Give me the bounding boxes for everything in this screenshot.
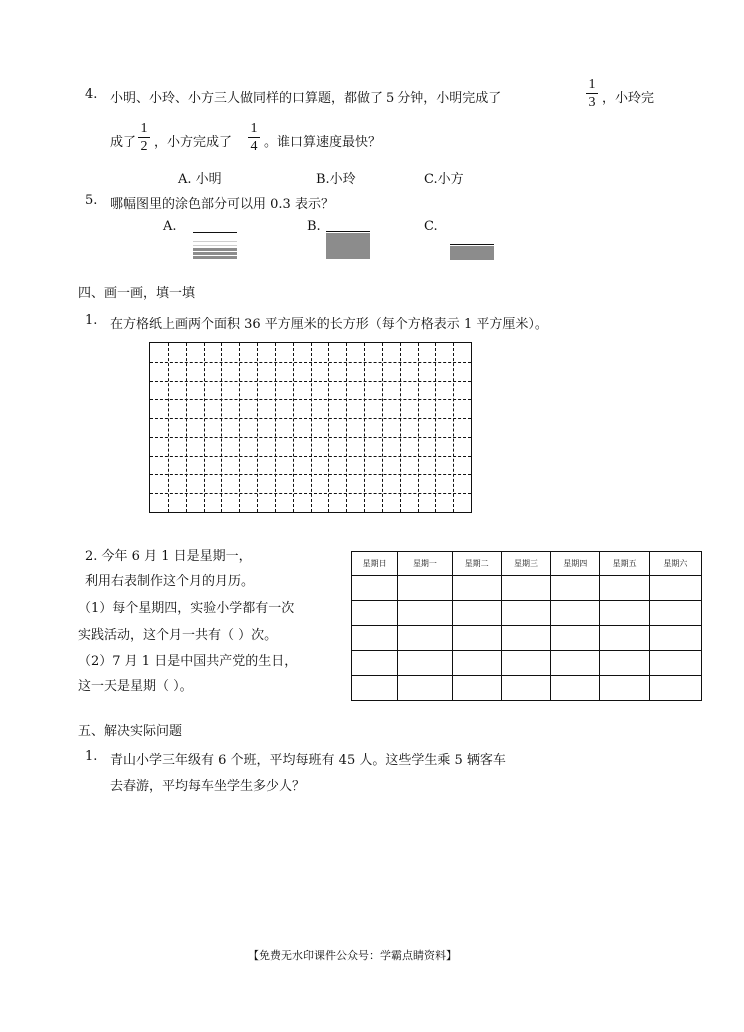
grid-vertical-line [257,343,258,512]
q5-figure-b [326,231,370,259]
calendar-day-cell[interactable] [452,601,501,626]
calendar-week-row [352,576,702,601]
q5-figure-c [450,244,494,260]
calendar-header-tue: 星期二 [452,552,501,576]
calendar-day-cell[interactable] [600,576,649,601]
calendar-day-cell[interactable] [649,651,701,676]
q4-line1-end: ，小玲完 [602,91,655,106]
q4-line2-end: 。谁口算速度最快？ [264,135,382,150]
grid-vertical-line [346,343,347,512]
calendar-day-cell[interactable] [398,651,452,676]
grid-vertical-line [328,343,329,512]
grid-horizontal-line [150,362,471,363]
grid-vertical-line [400,343,401,512]
calendar-day-cell[interactable] [452,676,501,701]
calendar-day-cell[interactable] [501,576,550,601]
q5-option-c-label: C. [424,219,438,234]
fraction-denominator: 2 [140,139,148,154]
calendar-day-cell[interactable] [398,626,452,651]
calendar-table [351,551,702,701]
s5-q1-number: 1. [85,749,98,764]
grid-vertical-line [418,343,419,512]
q4-line1-text-c: 分钟，小明完成了 [397,91,502,106]
calendar-day-cell[interactable] [398,576,452,601]
calendar-header-sun: 星期日 [352,552,398,576]
q5-option-b-label: B. [307,219,321,234]
q4-line1-text-a: 小明、小玲、小方三人做同样的口算题，都做了 [110,91,384,106]
s4-q1-number: 1. [85,313,98,328]
calendar-day-cell[interactable] [398,676,452,701]
shaded-part [193,248,237,251]
grid-vertical-line [293,343,294,512]
calendar-day-cell[interactable] [649,676,701,701]
q2-line5: （2）7 月 1 日是中国共产党的生日， [78,654,298,669]
calendar-day-cell[interactable] [352,676,398,701]
calendar-day-cell[interactable] [501,626,550,651]
grid-vertical-line [435,343,436,512]
calendar-day-cell[interactable] [600,601,649,626]
calendar-day-cell[interactable] [600,626,649,651]
grid-vertical-line [239,343,240,512]
calendar-day-cell[interactable] [452,651,501,676]
shaded-part [326,233,370,259]
calendar-header-sat: 星期六 [649,552,701,576]
fraction-numerator: 1 [138,121,150,138]
grid-horizontal-line [150,456,471,457]
q5-option-a-label: A. [163,219,177,234]
grid-vertical-line [382,343,383,512]
grid-vertical-line [275,343,276,512]
calendar-day-cell[interactable] [352,626,398,651]
q2-line3: （1）每个星期四，实验小学都有一次 [78,601,295,616]
grid-vertical-line [364,343,365,512]
calendar-day-cell[interactable] [600,676,649,701]
calendar-day-cell[interactable] [452,576,501,601]
shaded-part [450,246,494,260]
grid-vertical-line [168,343,169,512]
calendar-day-cell[interactable] [649,601,701,626]
fraction-denominator: 4 [250,139,258,154]
calendar-header-row [352,552,702,576]
calendar-day-cell[interactable] [551,576,600,601]
q4-number: 4. [85,87,98,102]
grid-paper[interactable] [149,342,472,513]
q5-number: 5. [85,193,98,208]
calendar-day-cell[interactable] [452,626,501,651]
s5-q1-line2: 去春游，平均每车坐学生多少人？ [110,779,306,794]
calendar-week-row [352,626,702,651]
q4-option-a: A. 小明 [178,172,222,187]
grid-horizontal-line [150,474,471,475]
grid-horizontal-line [150,437,471,438]
calendar-day-cell[interactable] [352,601,398,626]
grid-vertical-line [453,343,454,512]
s4-q1-text: 在方格纸上画两个面积 36 平方厘米的长方形（每个方格表示 1 平方厘米）。 [110,317,548,332]
q4-option-c: C.小方 [424,172,464,187]
grid-vertical-line [221,343,222,512]
calendar-header-fri: 星期五 [600,552,649,576]
fraction-one-quarter [248,121,260,154]
fraction-denominator: 3 [588,95,596,110]
calendar-day-cell[interactable] [501,601,550,626]
shaded-part [193,252,237,255]
calendar-header-wed: 星期三 [501,552,550,576]
calendar-day-cell[interactable] [352,576,398,601]
calendar-week-row [352,651,702,676]
calendar-day-cell[interactable] [551,676,600,701]
q2-line2: 利用右表制作这个月的月历。 [85,574,255,589]
calendar-day-cell[interactable] [398,601,452,626]
fraction-one-third [586,77,598,110]
q5-figure-a [193,231,237,259]
grid-vertical-line [311,343,312,512]
calendar-day-cell[interactable] [600,651,649,676]
q4-line1 [110,87,501,106]
calendar-day-cell[interactable] [501,651,550,676]
calendar-day-cell[interactable] [649,626,701,651]
calendar-day-cell[interactable] [352,651,398,676]
fraction-numerator: 1 [248,121,260,138]
section4-title: 四、画一画，填一填 [78,286,196,301]
s5-q1-line1: 青山小学三年级有 6 个班，平均每班有 45 人。这些学生乘 5 辆客车 [110,753,506,768]
grid-vertical-line [186,343,187,512]
calendar-day-cell[interactable] [551,651,600,676]
grid-horizontal-line [150,381,471,382]
q2-line4: 实践活动，这个月一共有（ ）次。 [78,628,278,643]
calendar-day-cell[interactable] [551,626,600,651]
fraction-one-half [138,121,150,154]
grid-horizontal-line [150,418,471,419]
footer-note: 【免费无水印课件公众号：学霸点睛资料】 [248,949,457,962]
calendar-week-row [352,601,702,626]
calendar-day-cell[interactable] [551,601,600,626]
q4-option-b: B.小玲 [316,172,356,187]
grid-horizontal-line [150,493,471,494]
shaded-part [193,256,237,259]
q4-minutes: 5 [386,91,395,106]
q2-line1: 2. 今年 6 月 1 日是星期一， [85,549,252,564]
calendar-week-row [352,676,702,701]
grid-vertical-line [204,343,205,512]
q5-text: 哪幅图里的涂色部分可以用 0.3 表示？ [110,197,334,212]
q4-line2-mid: ，小方完成了 [154,135,233,150]
q4-line2-start: 成了 [110,135,137,150]
calendar-header-mon: 星期一 [398,552,452,576]
fraction-numerator: 1 [586,77,598,94]
q2-line6: 这一天是星期（ ）。 [78,679,193,694]
calendar-header-thu: 星期四 [551,552,600,576]
calendar-day-cell[interactable] [649,576,701,601]
section5-title: 五、解决实际问题 [78,724,183,739]
calendar-day-cell[interactable] [501,676,550,701]
grid-horizontal-line [150,399,471,400]
